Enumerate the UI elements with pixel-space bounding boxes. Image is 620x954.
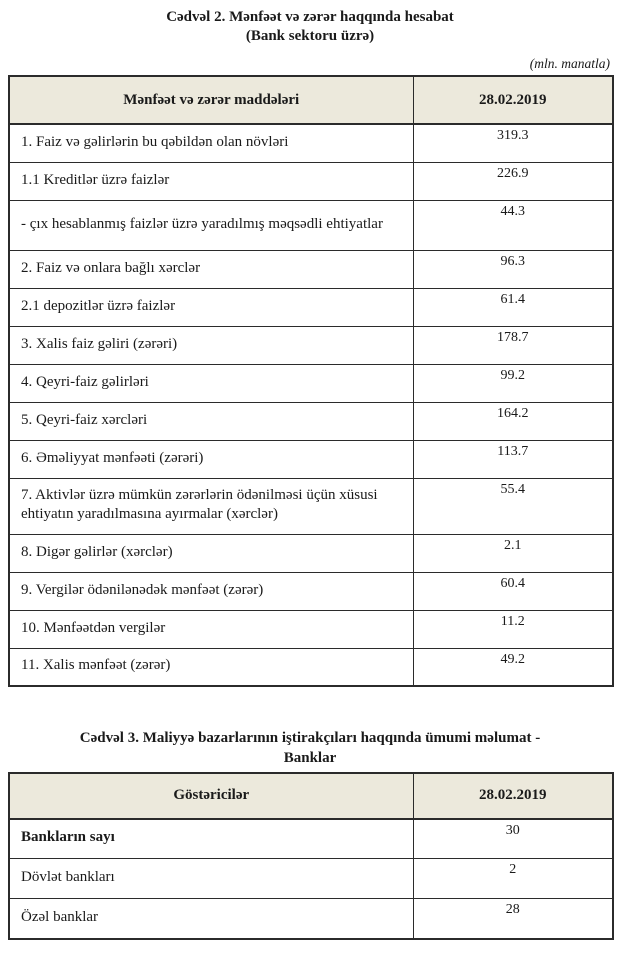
row-value: 226.9 <box>413 162 613 200</box>
table-row <box>9 200 613 250</box>
row-label: 2.1 depozitlər üzrə faizlər <box>9 288 413 326</box>
table-row <box>9 440 613 478</box>
table-row <box>9 534 613 572</box>
table2-title-line2: Banklar <box>283 749 337 766</box>
table-row <box>9 250 613 288</box>
row-label: - çıx hesablanmış faizlər üzrə yaradılmış məqsədli ehtiyatlar <box>9 200 413 250</box>
row-label: 4. Qeyri-faiz gəlirləri <box>9 364 413 402</box>
table-header-row <box>9 76 613 124</box>
row-label: 1.1 Kreditlər üzrə faizlər <box>9 162 413 200</box>
row-label: 11. Xalis mənfəət (zərər) <box>9 648 413 686</box>
row-label: 6. Əməliyyat mənfəəti (zərəri) <box>9 440 413 478</box>
unit-note: (mln. manatla) <box>529 56 610 72</box>
table-row <box>9 162 613 200</box>
row-value: 30 <box>413 819 613 859</box>
table1-title-line1: Cədvəl 2. Mənfəət və zərər haqqında hesabat <box>166 9 454 25</box>
row-label: 2. Faiz və onlara bağlı xərclər <box>9 250 413 288</box>
row-value: 319.3 <box>413 124 613 162</box>
table-header-row <box>9 773 613 819</box>
row-value: 178.7 <box>413 326 613 364</box>
row-label: 3. Xalis faiz gəliri (zərəri) <box>9 326 413 364</box>
table2-header-label: Göstəricilər <box>9 773 413 819</box>
table2-title <box>0 729 620 767</box>
row-label: Özəl banklar <box>9 899 413 939</box>
table-row <box>9 326 613 364</box>
row-label: 8. Digər gəlirlər (xərclər) <box>9 534 413 572</box>
table-row <box>9 610 613 648</box>
row-value: 113.7 <box>413 440 613 478</box>
table-row <box>9 819 613 859</box>
row-value: 28 <box>413 899 613 939</box>
row-label: 1. Faiz və gəlirlərin bu qəbildən olan növləri <box>9 124 413 162</box>
row-value: 11.2 <box>413 610 613 648</box>
row-value: 61.4 <box>413 288 613 326</box>
table-row <box>9 288 613 326</box>
table-row <box>9 402 613 440</box>
row-value: 2 <box>413 859 613 899</box>
table-row <box>9 859 613 899</box>
row-value: 60.4 <box>413 572 613 610</box>
row-label: Bankların sayı <box>9 819 413 859</box>
row-value: 2.1 <box>413 534 613 572</box>
row-value: 49.2 <box>413 648 613 686</box>
row-value: 96.3 <box>413 250 613 288</box>
row-value: 55.4 <box>413 478 613 534</box>
table2-header-date: 28.02.2019 <box>413 773 613 819</box>
row-value: 99.2 <box>413 364 613 402</box>
table1-title <box>0 0 620 46</box>
table1-title-line2: (Bank sektoru üzrə) <box>245 28 375 45</box>
table1-header-label: Mənfəət və zərər maddələri <box>9 76 413 124</box>
row-label: 10. Mənfəətdən vergilər <box>9 610 413 648</box>
table1-header-date: 28.02.2019 <box>413 76 613 124</box>
row-label: 7. Aktivlər üzrə mümkün zərərlərin ödənilməsi üçün xüsusi ehtiyatın yaradılmasına ayırmalar (xərclər) <box>9 478 413 534</box>
table2-title-line1: Cədvəl 3. Maliyyə bazarlarının iştirakçıları haqqında ümumi məlumat - <box>79 730 541 747</box>
table-row <box>9 364 613 402</box>
profit-loss-table <box>8 75 614 687</box>
row-value: 164.2 <box>413 402 613 440</box>
row-value: 44.3 <box>413 200 613 250</box>
table-row <box>9 124 613 162</box>
table-row <box>9 899 613 939</box>
table-row <box>9 572 613 610</box>
table-row <box>9 478 613 534</box>
row-label: 9. Vergilər ödənilənədək mənfəət (zərər) <box>9 572 413 610</box>
row-label: 5. Qeyri-faiz xərcləri <box>9 402 413 440</box>
table-row <box>9 648 613 686</box>
banks-summary-table <box>8 772 614 940</box>
row-label: Dövlət bankları <box>9 859 413 899</box>
